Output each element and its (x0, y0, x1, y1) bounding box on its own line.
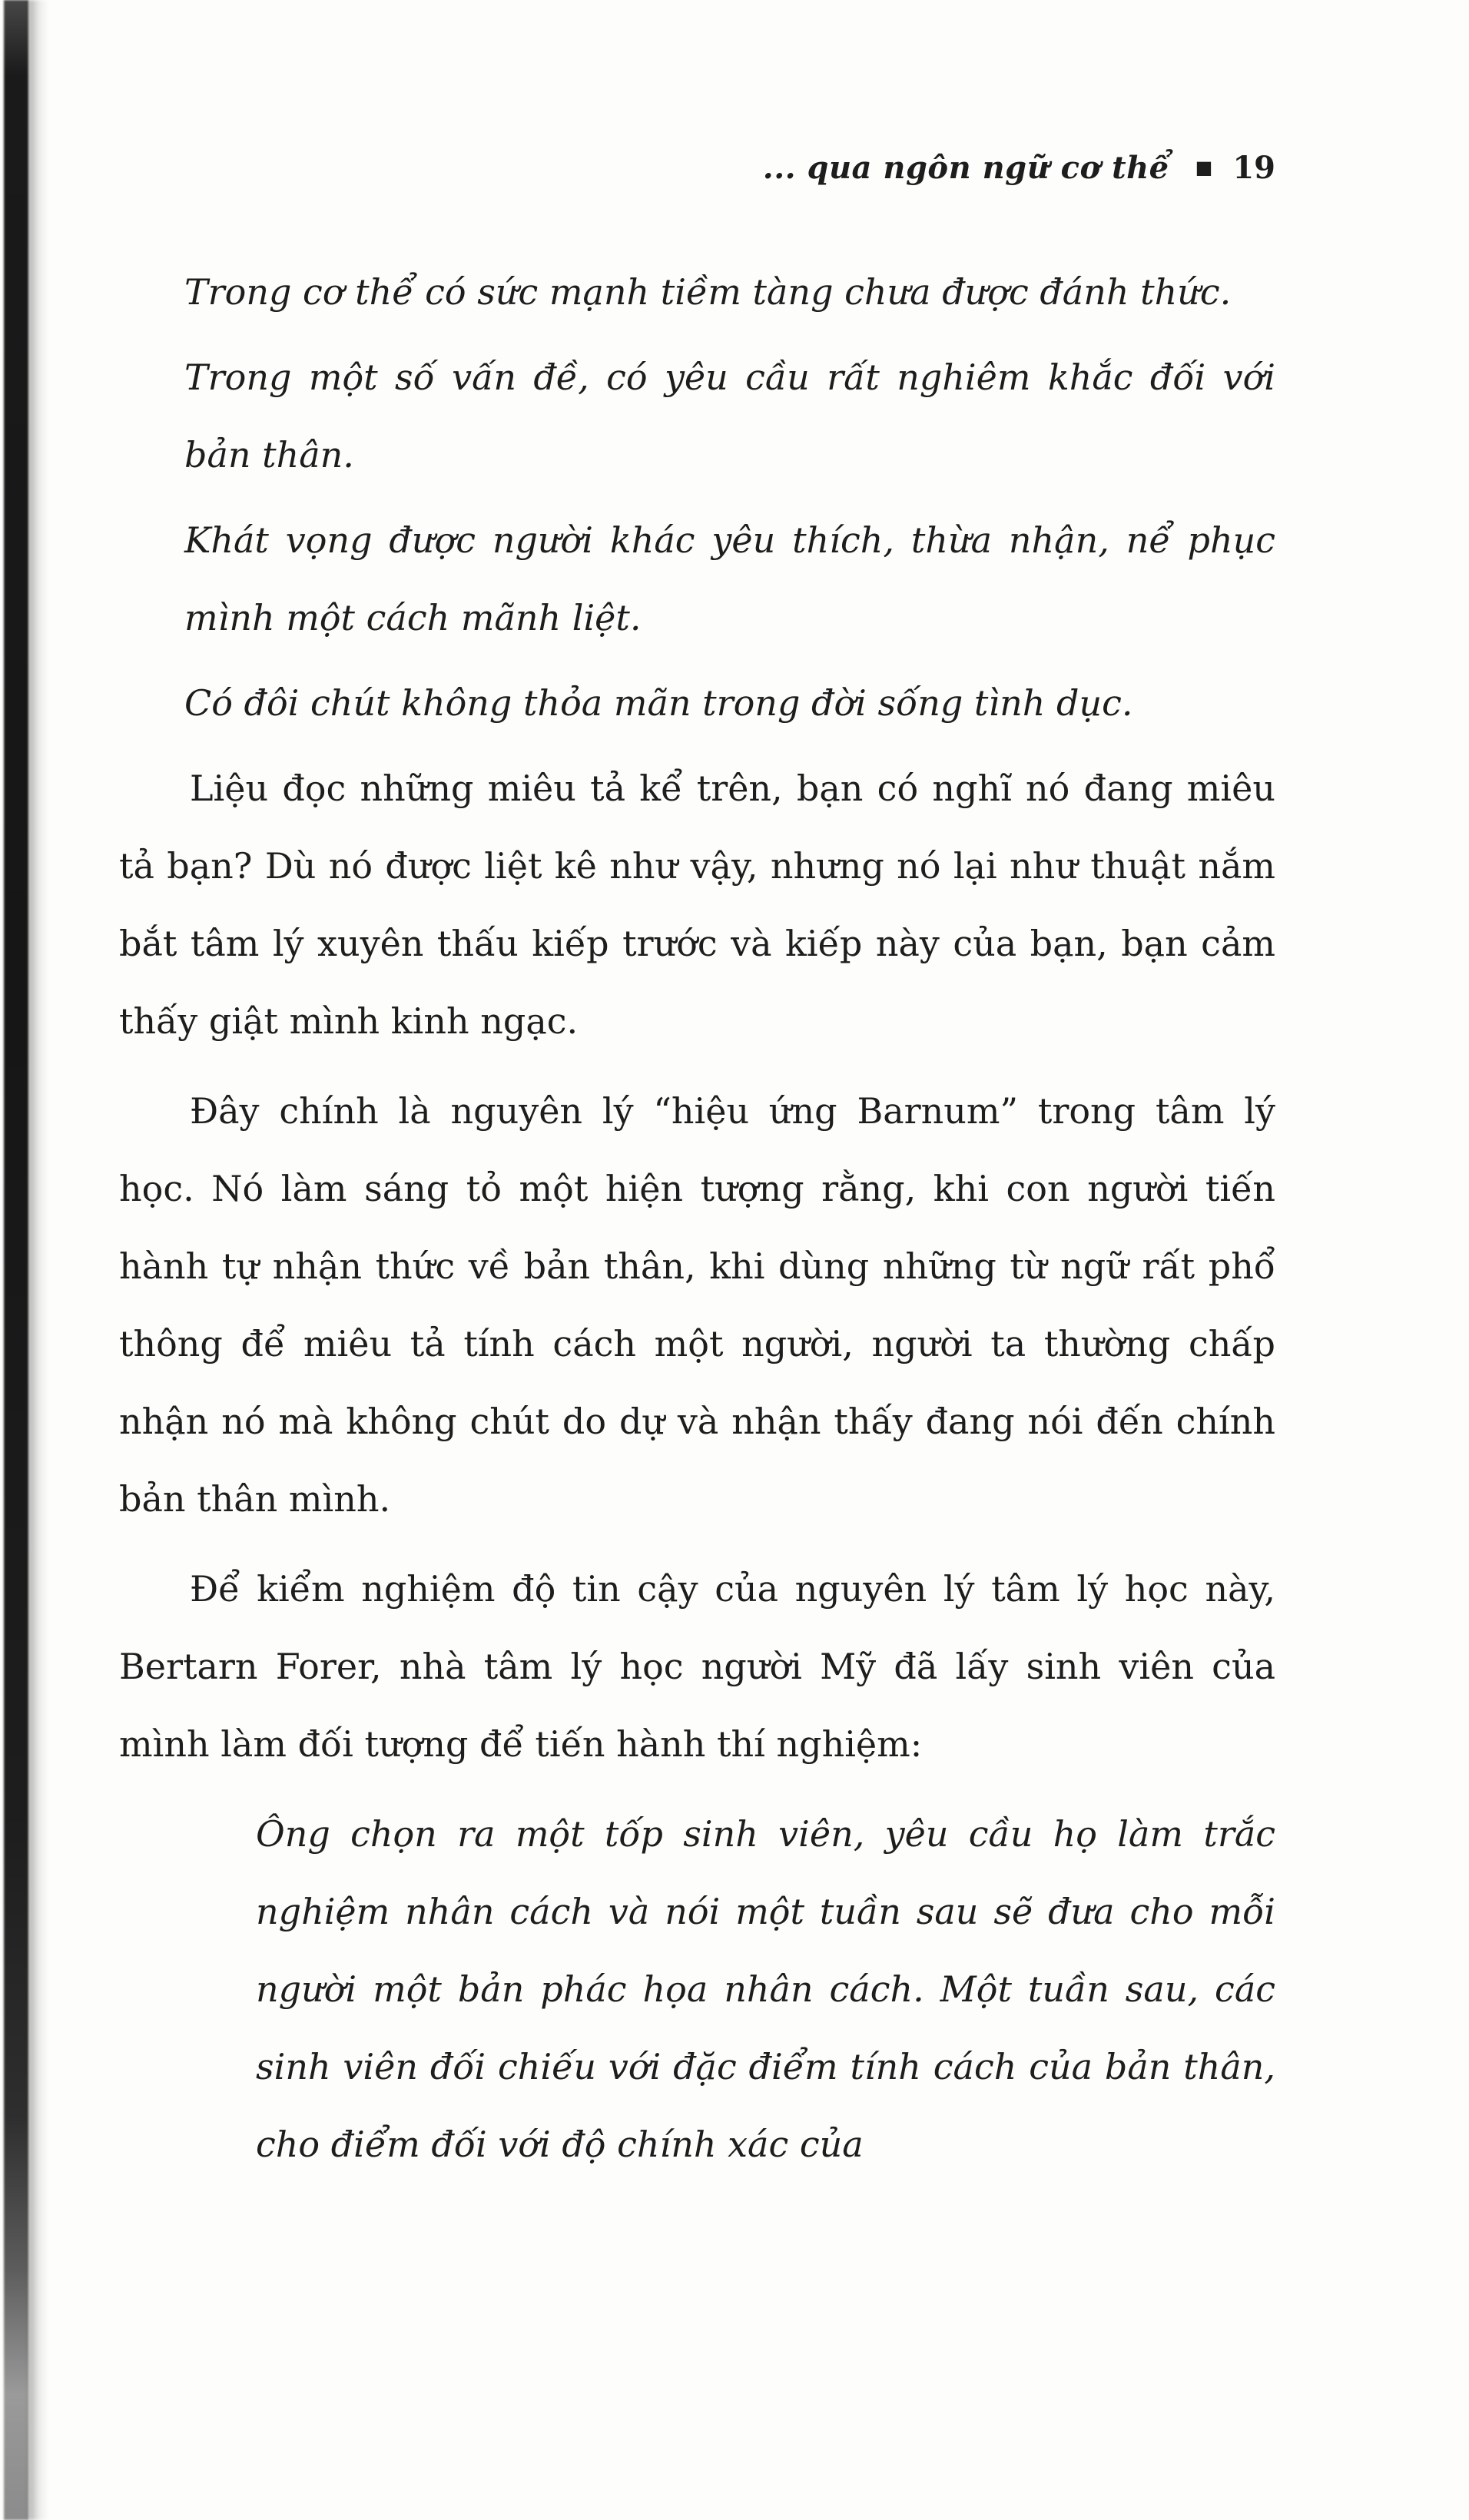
square-bullet-icon: ■ (1195, 157, 1213, 178)
running-title: ... qua ngôn ngữ cơ thể (762, 150, 1169, 186)
block-quote-paragraph: Ông chọn ra một tốp sinh viên, yêu cầu họ làm trắc nghiệm nhân cách và nói một tuần sau sẽ đưa cho mỗi người một bản phác họa nhân cách. Một tuần sau, các sinh viên đối chiếu với đặc điểm tính cách của bản thân, cho điểm đối với độ chính xác của (256, 1813, 1275, 2165)
page-number: 19 (1232, 150, 1275, 186)
body-paragraph: Để kiểm nghiệm độ tin cậy của nguyên lý tâm lý học này, Bertarn Forer, nhà tâm lý học người Mỹ đã lấy sinh viên của mình làm đối tượng để tiến hành thí nghiệm: (119, 1568, 1275, 1765)
quote-paragraph: Trong một số vấn đề, có yêu cầu rất nghiêm khắc đối với bản thân. (184, 356, 1275, 476)
scan-gutter-shadow (4, 0, 28, 2520)
quote-paragraph: Có đôi chút không thỏa mãn trong đời sống tình dục. (184, 682, 1133, 724)
scan-gutter-shadow-soft (28, 0, 48, 2520)
body-paragraph: Đây chính là nguyên lý “hiệu ứng Barnum” trong tâm lý học. Nó làm sáng tỏ một hiện tượng rằng, khi con người tiến hành tự nhận thức về bản thân, khi dùng những từ ngữ rất phổ thông để miêu tả tính cách một người, người ta thường chấp nhận nó mà không chút do dự và nhận thấy đang nói đến chính bản thân mình. (119, 1090, 1275, 1520)
quote-paragraph: Trong cơ thể có sức mạnh tiềm tàng chưa được đánh thức. (184, 271, 1232, 313)
body-paragraph: Liệu đọc những miêu tả kể trên, bạn có nghĩ nó đang miêu tả bạn? Dù nó được liệt kê như vậy, nhưng nó lại như thuật nắm bắt tâm lý xuyên thấu kiếp trước và kiếp này của bạn, bạn cảm thấy giật mình kinh ngạc. (119, 768, 1275, 1042)
page-body-text (119, 254, 1275, 2183)
quote-paragraph: Khát vọng được người khác yêu thích, thừa nhận, nể phục mình một cách mãnh liệt. (184, 519, 1275, 638)
page-header (119, 144, 1275, 191)
